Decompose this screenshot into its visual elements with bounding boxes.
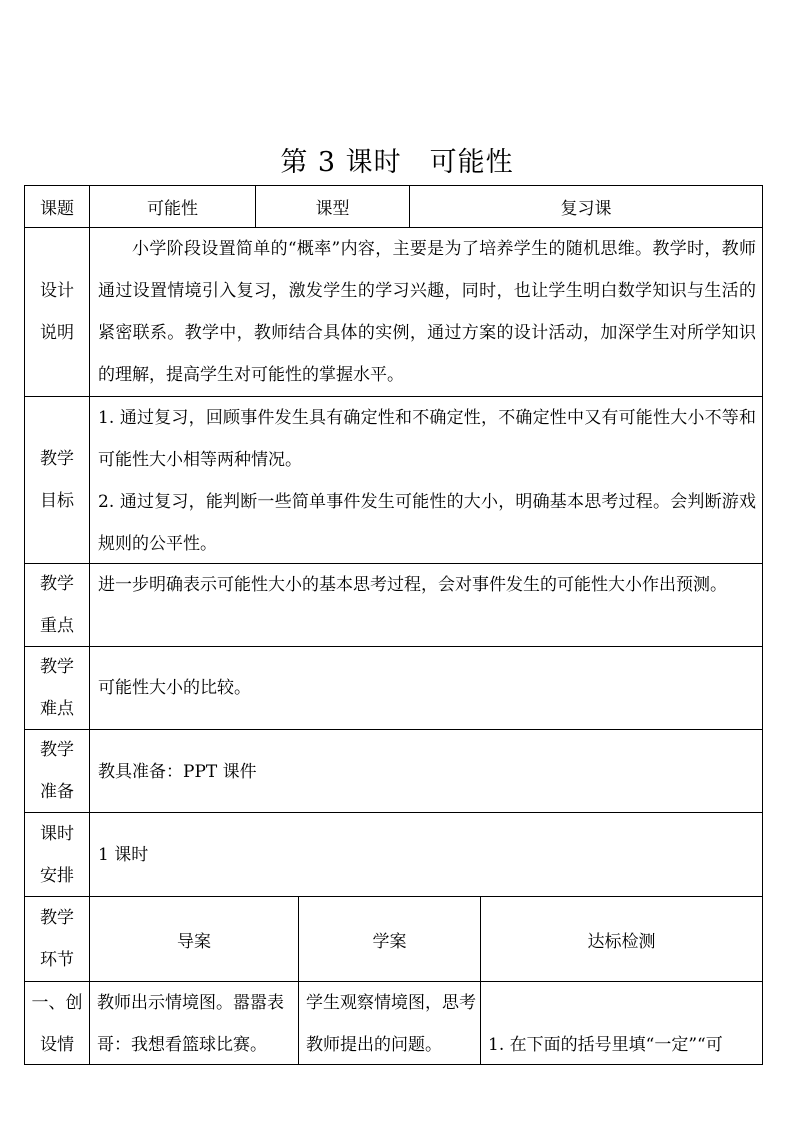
design-notes-text: 小学阶段设置简单的“概率”内容，主要是为了培养学生的随机思维。教学时，教师通过设置情境引入复习，激发学生的学习兴趣，同时，也让学生明白数学知识与生活的紧密联系。教学中，教师结合具体的实例，通过方案的设计活动，加深学生对所学知识的理解，提高学生对可能性的掌握水平。	[98, 239, 756, 385]
design-notes-label: 设计 说明	[40, 281, 74, 343]
teacher-guide-text: 教师出示情境图。嚣嚣表哥：我想看篮球比赛。	[97, 993, 284, 1055]
schedule-label: 课时 安排	[40, 823, 74, 886]
lesson-type-label: 课型	[315, 199, 350, 219]
teacher-guide-header: 导案	[177, 931, 211, 952]
lesson-type-value: 复习课	[560, 199, 612, 219]
page-title: 第 3 课时 可能性	[280, 147, 514, 178]
assessment-header: 达标检测	[587, 931, 656, 952]
key-points-text: 进一步明确表示可能性大小的基本思考过程，会对事件发生的可能性大小作出预测。	[98, 575, 727, 595]
topic-label: 课题	[40, 199, 74, 219]
process-label: 教学 环节	[40, 908, 74, 970]
key-points-label: 教学 重点	[40, 574, 74, 636]
teaching-goals-item-2: 2. 通过复习，能判断一些简单事件发生可能性的大小，明确基本思考过程。会判断游戏规则的公平性。	[98, 492, 756, 554]
teaching-goals-item-1: 1. 通过复习，回顾事件发生具有确定性和不确定性，不确定性中又有可能性大小不等和可能性大小相等两种情况。	[98, 408, 756, 470]
student-guide-header: 学案	[372, 931, 407, 952]
assessment-text: 1. 在下面的括号里填“一定”“可	[488, 1035, 723, 1055]
schedule-text: 1 课时	[98, 845, 149, 865]
difficulty-label: 教学 难点	[40, 657, 74, 719]
topic-value: 可能性	[147, 199, 198, 219]
preparation-label: 教学 准备	[40, 740, 74, 802]
preparation-text: 教具准备：PPT 课件	[98, 762, 257, 782]
difficulty-text: 可能性大小的比较。	[98, 678, 251, 698]
teaching-goals-label: 教学 目标	[40, 449, 74, 511]
step-one-label: 一、创 设情	[31, 993, 83, 1055]
student-guide-text: 学生观察情境图，思考教师提出的问题。	[306, 993, 476, 1055]
